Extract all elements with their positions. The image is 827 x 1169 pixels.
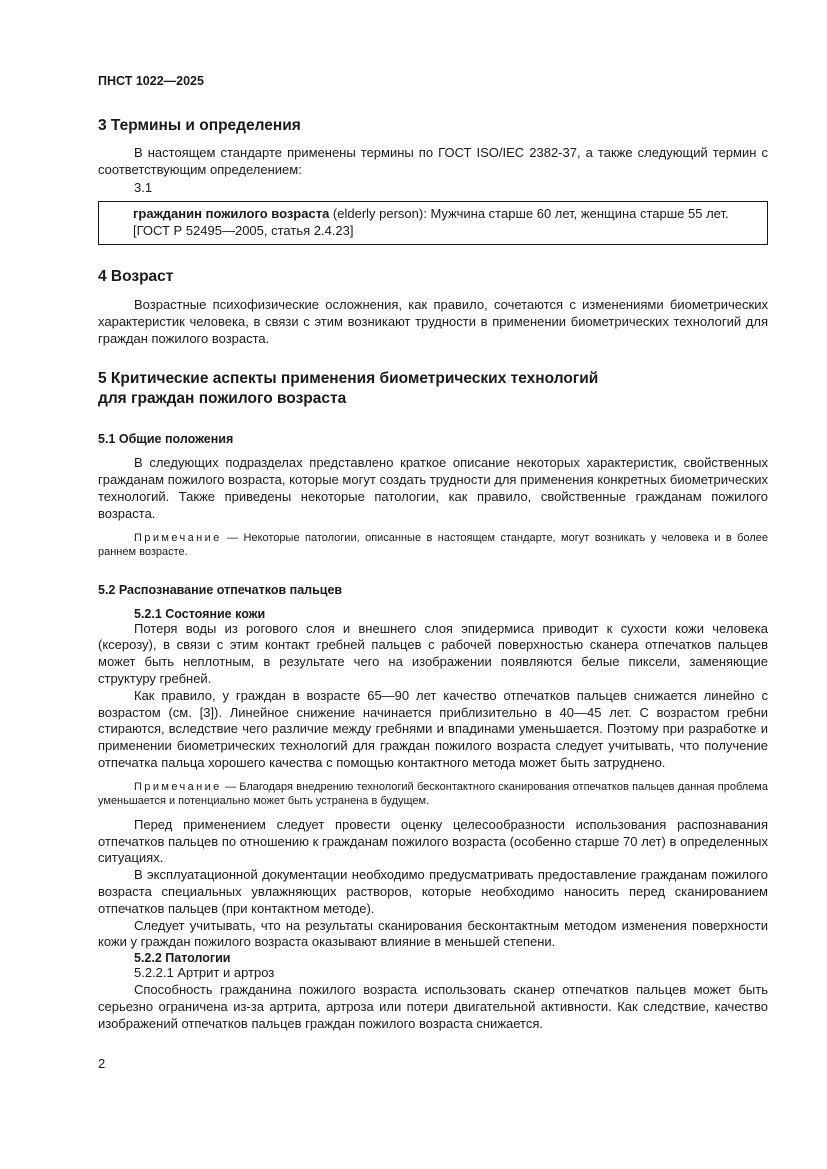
section-5-1-note xyxy=(98,531,768,560)
section-4-title: 4 Возраст xyxy=(98,267,174,285)
document-page xyxy=(98,74,768,1032)
section-5-title-line-2: для граждан пожилого возраста xyxy=(98,390,347,408)
term-source: [ГОСТ Р 52495—2005, статья 2.4.23] xyxy=(133,223,354,239)
section-5-2-1-note xyxy=(98,780,768,809)
term-number: 3.1 xyxy=(134,179,153,195)
section-5-2-1-paragraph-4: В эксплуатационной документации необходимо предусматривать предоставление гражданам пожилого возраста специальных увлажняющих растворов, которые необходимо наносить перед сканированием отпечатков пальцев (при контактном методе). xyxy=(98,867,768,916)
section-5-2-title: 5.2 Распознавание отпечатков пальцев xyxy=(98,582,343,597)
section-5-2-1-paragraph-5: Следует учитывать, что на результаты сканирования бесконтактным методом изменения поверхности кожи у граждан пожилого возраста оказывают влияние в меньшей степени. xyxy=(98,917,768,950)
section-5-2-2-title: 5.2.2 Патологии xyxy=(134,951,231,966)
section-5-2-1-title: 5.2.1 Состояние кожи xyxy=(134,606,266,621)
section-3-intro: В настоящем стандарте применены термины по ГОСТ ISO/IEC 2382-37, а также следующий термин с соответствующим определением: xyxy=(98,145,768,177)
note-text: — Некоторые патологии, описанные в настоящем стандарте, могут возникать у человека и в более раннем возрасте. xyxy=(98,531,768,559)
section-5-2-1-paragraph-2: Как правило, у граждан в возрасте 65—90 лет качество отпечатков пальцев снижается линейно с возрастом (см. [3]). Линейное снижение начинается приблизительно в 40—45 лет. С возрастом гребни стираются, вследствие чего различие между гребнями и впадинами уменьшается. Поэтому при разработке и применении биометрических технологий для граждан пожилого возраста следует учитывать, что получение отпечатка пальца хорошего качества с помощью контактного метода может быть затруднено. xyxy=(98,687,768,770)
document-header: ПНСТ 1022—2025 xyxy=(98,74,204,88)
section-5-2-1-paragraph-1: Потеря воды из рогового слоя и внешнего слоя эпидермиса приводит к сухости кожи человека (ксерозу), в связи с этим контакт гребней пальцев с рабочей поверхностью сканера отпечатков пальцев может быть неплотным, в результате чего на изображении появляются белые пиксели, заменяющие структуру гребней. xyxy=(98,620,768,686)
term-name: гражданин пожилого возраста xyxy=(133,206,330,222)
section-5-1-title: 5.1 Общие положения xyxy=(98,432,234,447)
note-label: Примечание xyxy=(134,531,222,544)
section-5-1-paragraph: В следующих подразделах представлено краткое описание некоторых характеристик, свойственных гражданам пожилого возраста, которые могут создать трудности для применения конкретных биометрических технологий. Также приведены некоторые патологии, как правило, свойственные гражданам пожилого возраста. xyxy=(98,455,768,521)
section-5-2-2-1-paragraph: Способность гражданина пожилого возраста использовать сканер отпечатков пальцев может быть серьезно ограничена из-за артрита, артроза или потери двигательной активности. Как следствие, качество изображений отпечатков пальцев граждан пожилого возраста снижается. xyxy=(98,981,768,1031)
page-number: 2 xyxy=(98,1056,106,1071)
section-5-2-1-paragraph-3: Перед применением следует провести оценку целесообразности использования распознавания отпечатков пальцев по отношению к гражданам пожилого возраста (особенно старше 70 лет) в определенных ситуациях. xyxy=(98,816,768,866)
section-4-paragraph: Возрастные психофизические осложнения, как правило, сочетаются с изменениями биометрических характеристик человека, в связи с этим возникают трудности в применении биометрических технологий для граждан пожилого возраста. xyxy=(98,296,768,346)
section-5-title-line-1: 5 Критические аспекты применения биометрических технологий xyxy=(98,370,599,388)
section-5-2-2-1-title: 5.2.2.1 Артрит и артроз xyxy=(134,965,275,981)
term-definition-box xyxy=(98,201,768,245)
term-definition-text: (elderly person): Мужчина старше 60 лет, женщина старше 55 лет. xyxy=(329,206,729,222)
term-definition xyxy=(133,206,761,223)
note-text: — Благодаря внедрению технологий бесконтактного сканирования отпечатков пальцев данная проблема уменьшается и потенциально может быть устранена в будущем. xyxy=(98,780,768,808)
section-3-title: 3 Термины и определения xyxy=(98,117,301,134)
note-label: Примечание xyxy=(134,780,222,793)
